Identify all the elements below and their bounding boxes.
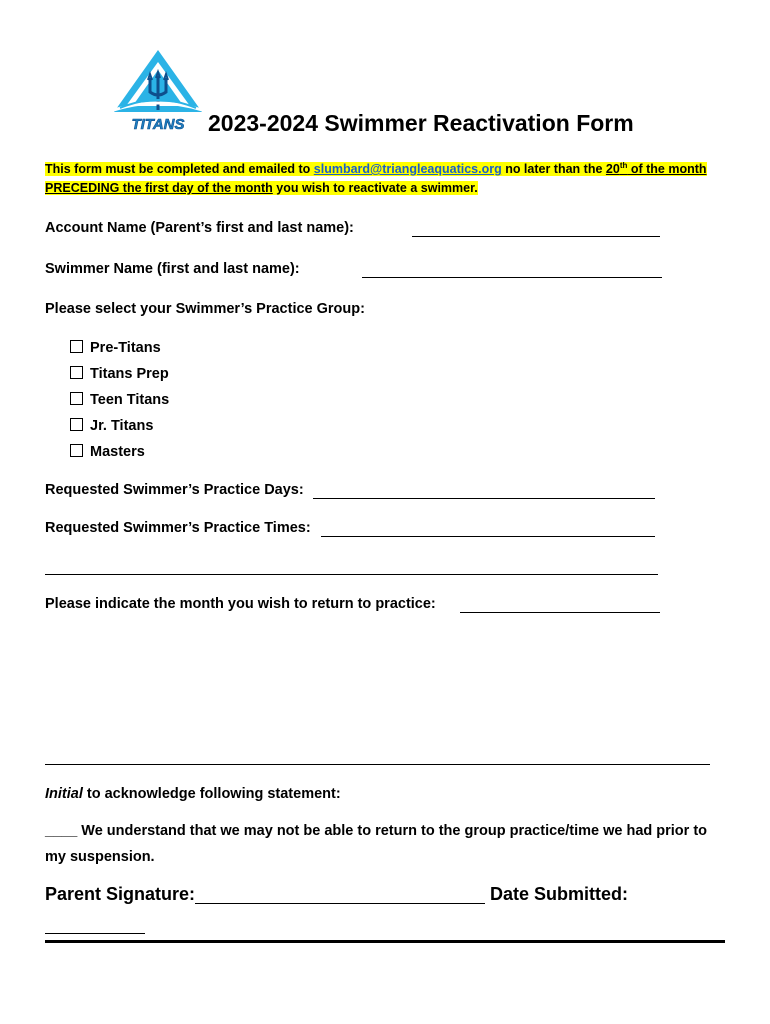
contact-email-link[interactable]: slumbard@triangleaquatics.org: [313, 162, 502, 176]
initial-blank[interactable]: ____: [45, 823, 78, 839]
practice-times-field[interactable]: [321, 536, 655, 537]
bottom-rule: [45, 940, 725, 943]
checkbox-jr-titans[interactable]: Jr. Titans: [70, 418, 153, 434]
checkbox-icon[interactable]: [70, 418, 83, 431]
checkbox-icon[interactable]: [70, 366, 83, 379]
acknowledge-statement: ____ We understand that we may not be able to return to the group practice/time we had prior to my suspension.: [45, 823, 708, 865]
section-divider: [45, 764, 710, 765]
account-name-label: Account Name (Parent’s first and last name):: [45, 220, 354, 236]
practice-days-field[interactable]: [313, 498, 655, 499]
practice-times-label: Requested Swimmer’s Practice Times:: [45, 520, 311, 536]
swimmer-name-label: Swimmer Name (first and last name):: [45, 261, 300, 277]
parent-signature-label: Parent Signature:: [45, 884, 196, 904]
date-submitted-label: Date Submitted:: [490, 884, 629, 904]
checkbox-icon[interactable]: [70, 392, 83, 405]
return-month-label: Please indicate the month you wish to return to practice:: [45, 596, 436, 612]
return-month-field[interactable]: [460, 612, 660, 613]
checkbox-icon[interactable]: [70, 444, 83, 457]
checkbox-teen-titans[interactable]: Teen Titans: [70, 392, 169, 408]
checkbox-icon[interactable]: [70, 340, 83, 353]
acknowledge-heading: Initial to acknowledge following statement:: [45, 786, 341, 802]
practice-group-label: Please select your Swimmer’s Practice Group:: [45, 301, 365, 317]
account-name-field[interactable]: [412, 236, 660, 237]
trident-triangle-icon: [110, 48, 206, 136]
checkbox-titans-prep[interactable]: Titans Prep: [70, 366, 169, 382]
form-title: 2023-2024 Swimmer Reactivation Form: [208, 110, 634, 136]
checkbox-pre-titans[interactable]: Pre-Titans: [70, 340, 161, 356]
date-submitted-field[interactable]: [45, 933, 145, 934]
deadline-notice: This form must be completed and emailed to slumbard@triangleaquatics.org no later than the 20th of the month PRECEDING the first day of the month you wish to reactivate a swimmer.: [45, 160, 707, 195]
parent-signature-field[interactable]: [195, 903, 485, 904]
titans-logo: [110, 48, 206, 136]
swimmer-name-field[interactable]: [362, 277, 662, 278]
checkbox-masters[interactable]: Masters: [70, 444, 145, 460]
logo-text: TITANS: [131, 116, 185, 133]
practice-days-label: Requested Swimmer’s Practice Days:: [45, 482, 304, 498]
practice-times-extra-field[interactable]: [45, 574, 658, 575]
